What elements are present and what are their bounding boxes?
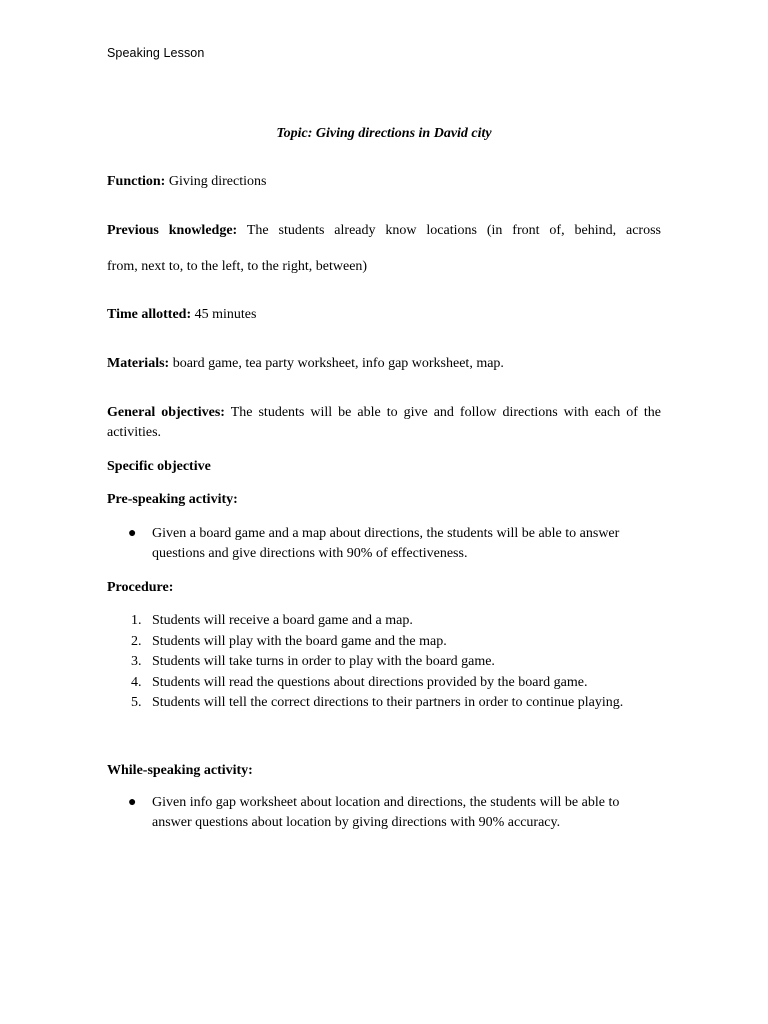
function-value: Giving directions xyxy=(165,174,267,189)
previous-knowledge-line1 xyxy=(107,221,661,241)
previous-knowledge-label: Previous knowledge: xyxy=(107,223,238,238)
procedure-list xyxy=(107,611,661,714)
list-item xyxy=(107,693,661,714)
procedure-heading: Procedure: xyxy=(107,580,174,595)
step-number: 4. xyxy=(131,674,142,690)
step-text: Students will read the questions about directions provided by the board game. xyxy=(152,674,588,690)
step-number: 1. xyxy=(131,613,142,628)
lesson-title: Topic: Giving directions in David city xyxy=(276,126,492,141)
specific-objective-heading: Specific objective xyxy=(107,459,211,474)
list-item xyxy=(107,652,661,673)
step-number: 3. xyxy=(131,654,142,669)
step-text: Students will tell the correct directions to their partners in order to continue playing. xyxy=(152,695,624,710)
while-speaking-list xyxy=(107,793,661,833)
list-item xyxy=(107,611,661,632)
previous-knowledge-text1: The students already know locations (in front of, behind, across xyxy=(237,223,661,238)
bullet-icon: ● xyxy=(128,526,137,541)
step-text: Students will take turns in order to play with the board game. xyxy=(152,654,495,669)
general-objectives-section xyxy=(107,403,661,443)
general-objectives-label: General objectives: xyxy=(107,405,225,420)
page-header: Speaking Lesson xyxy=(107,46,205,60)
while-speaking-bullet-text: Given info gap worksheet about location and directions, the students will be able to answer questions about location by giving directions with 90% accuracy. xyxy=(152,795,620,830)
time-allotted-section xyxy=(107,305,661,325)
pre-speaking-heading: Pre-speaking activity: xyxy=(107,492,238,507)
list-item xyxy=(107,632,661,653)
step-text: Students will receive a board game and a map. xyxy=(152,613,413,628)
previous-knowledge-line2: from, next to, to the left, to the right, between) xyxy=(107,259,368,274)
materials-value: board game, tea party worksheet, info gap worksheet, map. xyxy=(169,356,504,371)
step-text: Students will play with the board game and the map. xyxy=(152,633,447,649)
function-label: Function: xyxy=(107,174,166,189)
materials-section xyxy=(107,354,661,374)
step-number: 5. xyxy=(131,695,142,710)
pre-speaking-bullet-text: Given a board game and a map about directions, the students will be able to answer questions and give directions with 90% of effectiveness. xyxy=(152,526,620,561)
list-item xyxy=(107,673,661,694)
list-item xyxy=(107,524,661,564)
general-objectives-value: The students will be able to give and follow directions with each of the activities. xyxy=(107,405,661,440)
time-allotted-label: Time allotted: xyxy=(107,307,192,322)
while-speaking-heading: While-speaking activity: xyxy=(107,763,253,778)
list-item xyxy=(107,793,661,833)
time-allotted-value: 45 minutes xyxy=(191,307,257,322)
step-number: 2. xyxy=(131,633,142,649)
function-section xyxy=(107,172,661,192)
pre-speaking-list xyxy=(107,524,661,564)
materials-label: Materials: xyxy=(107,356,170,371)
bullet-icon: ● xyxy=(128,795,137,810)
